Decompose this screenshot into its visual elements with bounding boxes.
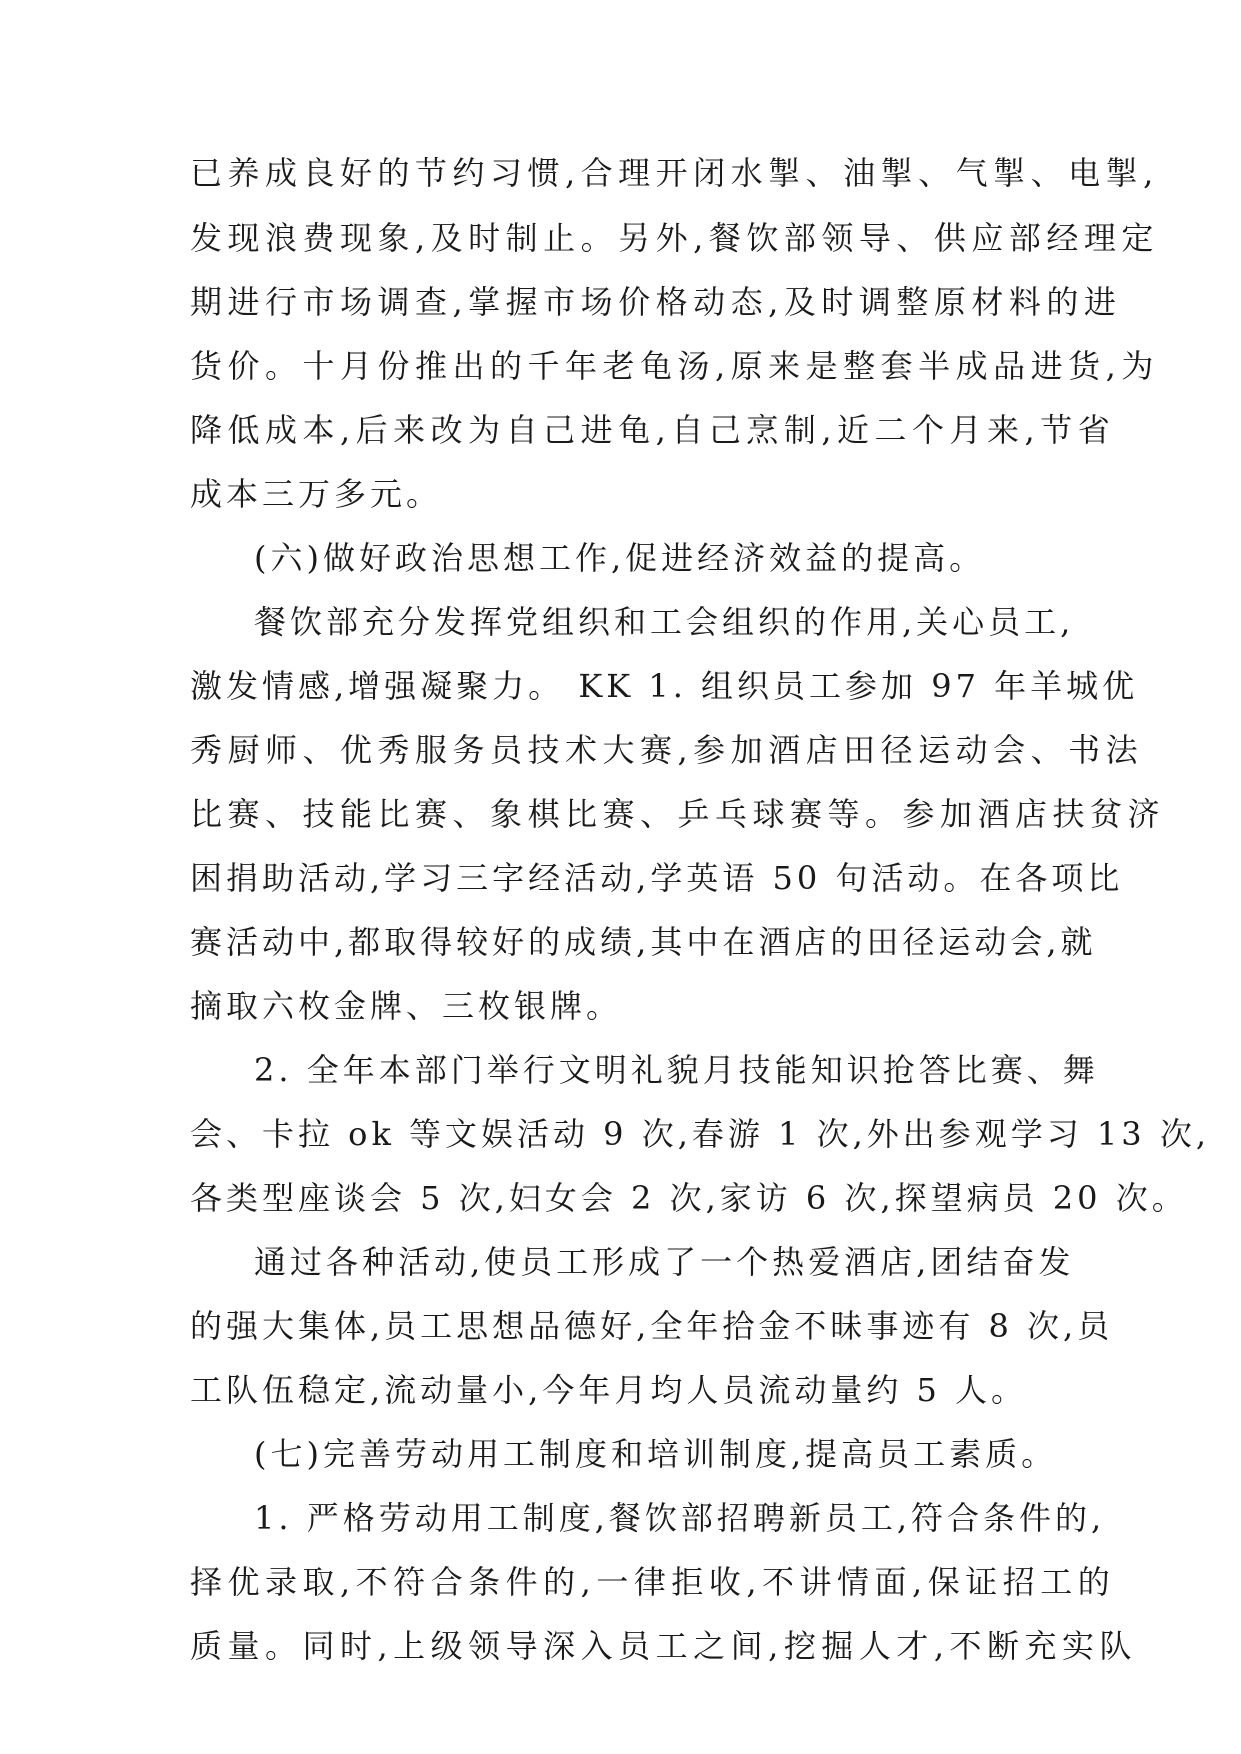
- text-line: 2. 全年本部门举行文明礼貌月技能知识抢答比赛、舞: [254, 1051, 1099, 1089]
- text-line: 1. 严格劳动用工制度,餐饮部招聘新员工,符合条件的,: [254, 1499, 1106, 1537]
- text-line: 期进行市场调查,掌握市场价格动态,及时调整原材料的进: [190, 283, 1122, 321]
- text-line: 货价。十月份推出的千年老龟汤,原来是整套半成品进货,为: [190, 347, 1159, 385]
- text-line: 质量。同时,上级领导深入员工之间,挖掘人才,不断充实队: [190, 1627, 1138, 1665]
- text-line: 已养成良好的节约习惯,合理开闭水掣、油掣、气掣、电掣,: [190, 154, 1159, 192]
- text-line: 降低成本,后来改为自己进龟,自己烹制,近二个月来,节省: [190, 411, 1116, 449]
- text-line: 择优录取,不符合条件的,一律拒收,不讲情面,保证招工的: [190, 1563, 1116, 1601]
- text-line: 秀厨师、优秀服务员技术大赛,参加酒店田径运动会、书法: [190, 731, 1144, 769]
- text-line: 会、卡拉 ok 等文娱活动 9 次,春游 1 次,外出参观学习 13 次,: [190, 1115, 1210, 1153]
- text-line: 的强大集体,员工思想品德好,全年拾金不昧事迹有 8 次,员: [190, 1307, 1114, 1345]
- section-heading: (七)完善劳动用工制度和培训制度,提高员工素质。: [254, 1435, 1058, 1473]
- text-line: 困捐助活动,学习三字经活动,学英语 50 句活动。在各项比: [190, 859, 1124, 897]
- text-line: 通过各种活动,使员工形成了一个热爱酒店,团结奋发: [254, 1243, 1075, 1281]
- text-line: 餐饮部充分发挥党组织和工会组织的作用,关心员工,: [254, 603, 1075, 641]
- text-line: 赛活动中,都取得较好的成绩,其中在酒店的田径运动会,就: [190, 923, 1097, 961]
- text-line: 成本三万多元。: [190, 475, 443, 513]
- text-line: 激发情感,增强凝聚力。 KK 1. 组织员工参加 97 年羊城优: [190, 667, 1139, 705]
- text-line: 工队伍稳定,流动量小,今年月均人员流动量约 5 人。: [190, 1371, 1028, 1409]
- text-line: 摘取六枚金牌、三枚银牌。: [190, 987, 623, 1025]
- text-line: 各类型座谈会 5 次,妇女会 2 次,家访 6 次,探望病员 20 次。: [190, 1179, 1188, 1217]
- text-line: 发现浪费现象,及时制止。另外,餐饮部领导、供应部经理定: [190, 219, 1159, 257]
- text-line: 比赛、技能比赛、象棋比赛、乒乓球赛等。参加酒店扶贫济: [190, 795, 1166, 833]
- section-heading: (六)做好政治思想工作,促进经济效益的提高。: [254, 539, 986, 577]
